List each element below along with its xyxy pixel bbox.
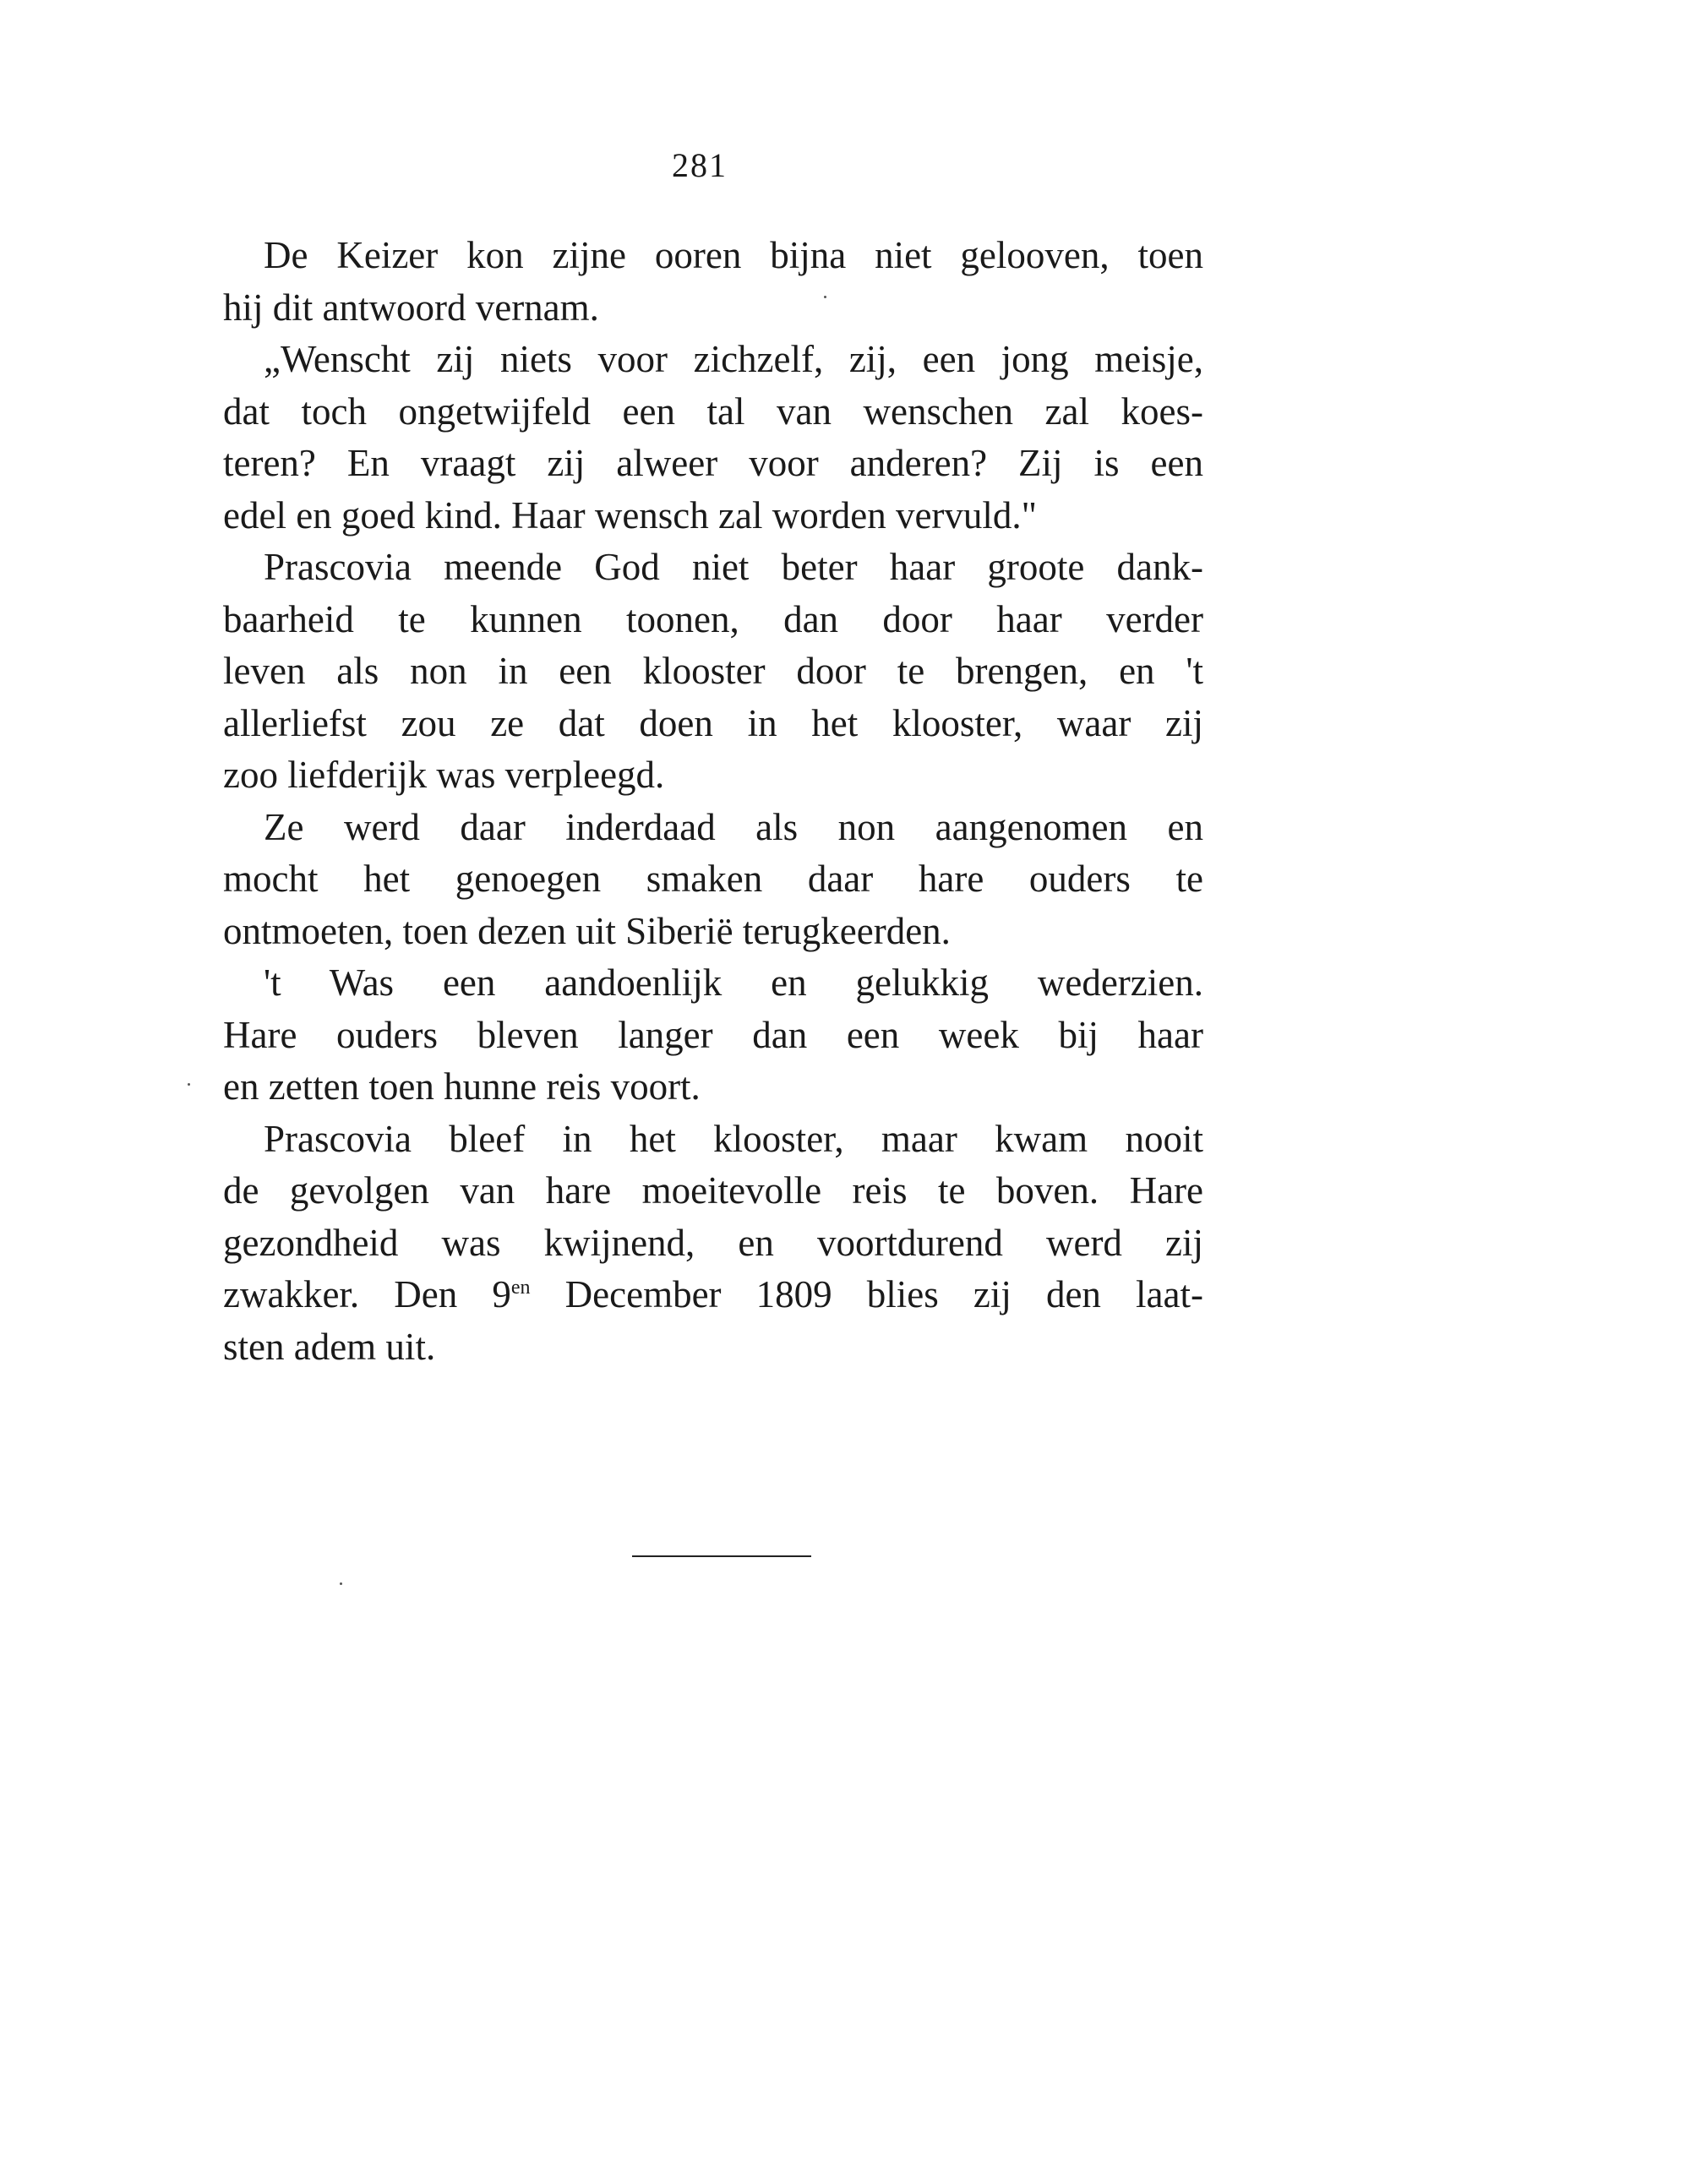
- text-line: Prascovia bleef in het klooster, maar kwam nooit: [264, 1117, 1203, 1160]
- text-line: Ze werd daar inderdaad als non aangenomen en: [264, 805, 1203, 848]
- text-line: teren? En vraagt zij alweer voor anderen? Zij is een: [223, 442, 1203, 484]
- final-line: sten adem uit.: [223, 1325, 436, 1368]
- text-line: zoo liefderijk was verpleegd.: [223, 754, 665, 796]
- ink-speck: [340, 1582, 342, 1585]
- text-line: 't Was een aandoenlijk en gelukkig wederzien.: [264, 961, 1203, 1004]
- date-line: [223, 1269, 1203, 1321]
- text-line: „Wenscht zij niets voor zichzelf, zij, een jong meisje,: [264, 338, 1203, 380]
- text-line: baarheid te kunnen toonen, dan door haar verder: [223, 597, 1203, 640]
- text-line: edel en goed kind. Haar wensch zal worden vervuld.": [223, 493, 1038, 536]
- text-line: de gevolgen van hare moeitevolle reis te boven. Hare: [223, 1169, 1203, 1212]
- date-line-end: December 1809 blies zij den laat-: [530, 1273, 1203, 1315]
- ink-speck: [188, 1083, 190, 1086]
- text-line: ontmoeten, toen dezen uit Siberië terugkeerden.: [223, 909, 951, 952]
- text-line: Hare ouders bleven langer dan een week bij haar: [223, 1013, 1203, 1056]
- body-text: [223, 230, 1203, 1373]
- text-line: gezondheid was kwijnend, en voortdurend werd zij: [223, 1221, 1203, 1264]
- text-line: dat toch ongetwijfeld een tal van wenschen zal koes-: [223, 389, 1203, 433]
- text-line: De Keizer kon zijne ooren bijna niet gelooven, toen: [264, 234, 1203, 276]
- text-line: leven als non in een klooster door te brengen, en 't: [223, 650, 1203, 692]
- end-rule-divider: [632, 1555, 811, 1557]
- page-number: 281: [672, 146, 728, 184]
- text-line: Prascovia meende God niet beter haar groote dank-: [264, 546, 1203, 588]
- date-line-start: zwakker. Den 9: [223, 1273, 511, 1315]
- text-line: allerliefst zou ze dat doen in het klooster, waar zij: [223, 701, 1203, 744]
- ordinal-suffix: en: [510, 1277, 531, 1299]
- text-line: mocht het genoegen smaken daar hare ouders te: [223, 858, 1203, 900]
- ink-speck: [824, 296, 826, 298]
- text-line: hij dit antwoord vernam.: [223, 286, 599, 329]
- text-line: en zetten toen hunne reis voort.: [223, 1065, 701, 1108]
